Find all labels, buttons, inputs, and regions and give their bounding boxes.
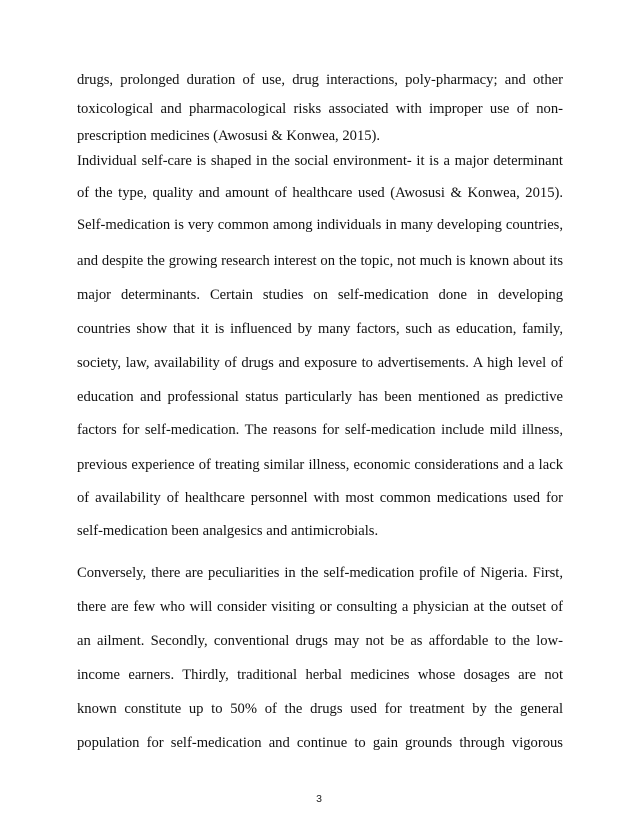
paragraph-1-line-3: prescription medicines (Awosusi & Konwea, 2015). [77,128,381,144]
paragraph-3-line-5: known constitute up to 50% of the drugs used for treatment by the general [77,701,563,717]
paragraph-2-line-2: of the type, quality and amount of healthcare used (Awosusi & Konwea, 2015). [77,185,563,201]
paragraph-2-line-6: countries show that it is influenced by many factors, such as education, family, [77,321,563,337]
paragraph-1-line-2: toxicological and pharmacological risks associated with improper use of non- [77,101,563,117]
paragraph-2-line-1: Individual self-care is shaped in the social environment- it is a major determinant [77,153,563,169]
paragraph-2-line-11: of availability of healthcare personnel with most common medications used for [77,490,563,506]
paragraph-2-line-3: Self-medication is very common among individuals in many developing countries, [77,217,563,233]
paragraph-2-line-9: factors for self-medication. The reasons for self-medication include mild illness, [77,422,563,438]
paragraph-1-line-1: drugs, prolonged duration of use, drug interactions, poly-pharmacy; and other [77,72,563,88]
paragraph-2-line-7: society, law, availability of drugs and exposure to advertisements. A high level of [77,355,563,371]
paragraph-3-line-6: population for self-medication and continue to gain grounds through vigorous [77,735,563,751]
page-number: 3 [316,793,322,805]
paragraph-2-line-4: and despite the growing research interest on the topic, not much is known about its [77,253,563,269]
paragraph-3-line-4: income earners. Thirdly, traditional herbal medicines whose dosages are not [77,667,563,683]
paragraph-2-line-10: previous experience of treating similar illness, economic considerations and a lack [77,457,563,473]
paragraph-3-line-1: Conversely, there are peculiarities in the self-medication profile of Nigeria. First, [77,565,563,581]
paragraph-2-line-8: education and professional status particularly has been mentioned as predictive [77,389,563,405]
paragraph-2-line-5: major determinants. Certain studies on self-medication done in developing [77,287,563,303]
paragraph-3-line-2: there are few who will consider visiting or consulting a physician at the outset of [77,599,563,615]
paragraph-2-line-12: self-medication been analgesics and antimicrobials. [77,523,379,539]
paragraph-3-line-3: an ailment. Secondly, conventional drugs may not be as affordable to the low- [77,633,563,649]
